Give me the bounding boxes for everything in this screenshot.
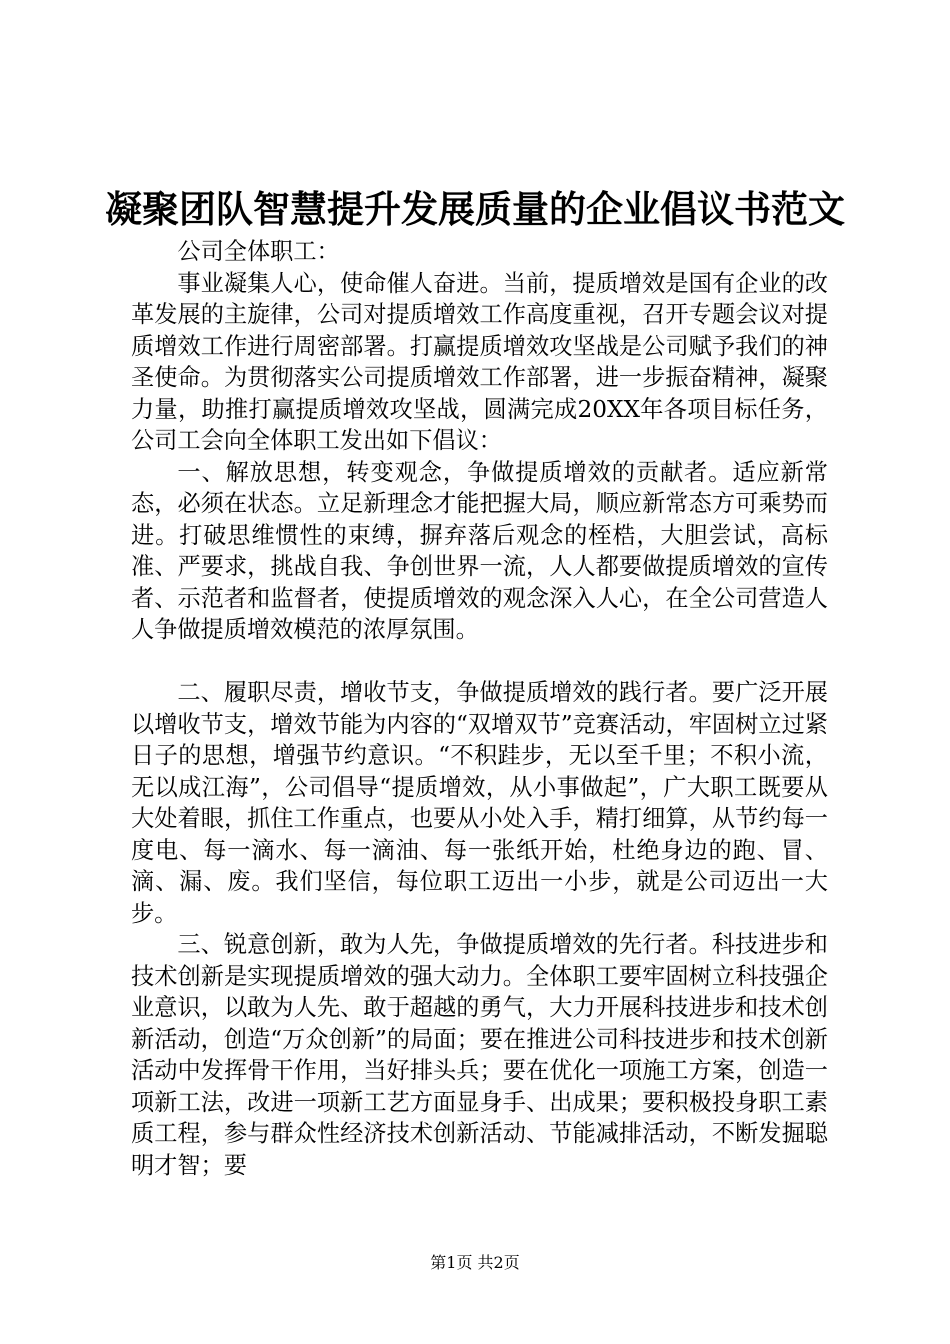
document-body — [131, 236, 828, 1181]
paragraph-intro: 事业凝集人心，使命催人奋进。当前，提质增效是国有企业的改革发展的主旋律，公司对提质增效工作高度重视，召开专题会议对提质增效工作进行周密部署。打赢提质增效攻坚战是公司赋予我们的神圣使命。为贯彻落实公司提质增效工作部署，进一步振奋精神，凝聚力量，助推打赢提质增效攻坚战，圆满完成20XX年各项目标任务，公司工会向全体职工发出如下倡议： — [131, 269, 828, 454]
paragraph-point-3: 三、锐意创新，敢为人先，争做提质增效的先行者。科技进步和技术创新是实现提质增效的强大动力。全体职工要牢固树立科技强企业意识，以敢为人先、敢于超越的勇气，大力开展科技进步和技术创新活动，创造“万众创新”的局面；要在推进公司科技进步和技术创新活动中发挥骨干作用，当好排头兵；要在优化一项施工方案，创造一项新工法，改进一项新工艺方面显身手、出成果；要积极投身职工素质工程，参与群众性经济技术创新活动、节能减排活动，不断发掘聪明才智；要 — [131, 931, 828, 1179]
page-number-footer: 第1页 共2页 — [430, 1253, 520, 1272]
paragraph-point-1: 一、解放思想，转变观念，争做提质增效的贡献者。适应新常态，必须在状态。立足新理念才能把握大局，顺应新常态方可乘势而进。打破思维惯性的束缚，摒弃落后观念的桎梏，大胆尝试，高标准、严要求，挑战自我、争创世界一流，人人都要做提质增效的宣传者、示范者和监督者，使提质增效的观念深入人心，在全公司营造人人争做提质增效模范的浓厚氛围。 — [131, 458, 828, 643]
paragraph-point-2: 二、履职尽责，增收节支，争做提质增效的践行者。要广泛开展以增收节支，增效节能为内容的“双增双节”竞赛活动，牢固树立过紧日子的思想，增强节约意识。“不积跬步，无以至千里；不积小流，无以成江海”，公司倡导“提质增效，从小事做起”，广大职工既要从大处着眼，抓住工作重点，也要从小处入手，精打细算，从节约每一度电、每一滴水、每一滴油、每一张纸开始，杜绝身边的跑、冒、滴、漏、废。我们坚信，每位职工迈出一小步，就是公司迈出一大步。 — [131, 679, 828, 927]
document-title: 凝聚团队智慧提升发展质量的企业倡议书范文 — [105, 187, 845, 231]
salutation: 公司全体职工： — [177, 238, 340, 265]
